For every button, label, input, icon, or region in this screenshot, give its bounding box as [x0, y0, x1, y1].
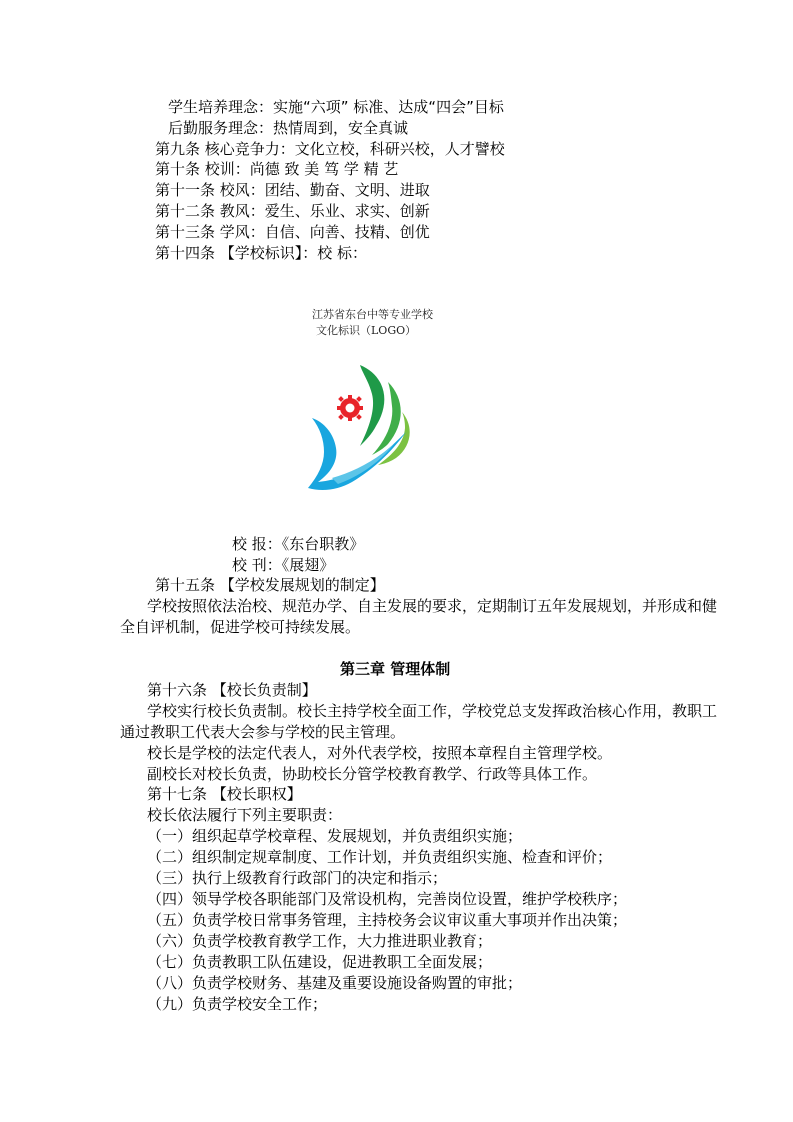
list-item: （四）领导学校各职能部门及常设机构，完善岗位设置，维护学校秩序； [147, 890, 628, 908]
chapter-title: 第三章 管理体制 [340, 660, 451, 678]
paragraph-line: 学校实行校长负责制。校长主持学校全面工作，学校党总支发挥政治核心作用，教职工 [147, 702, 718, 720]
article-ten: 第十条 校训：尚德 致 美 笃 学 精 艺 [155, 160, 399, 178]
school-magazine: 校 刊：《展翅》 [232, 556, 335, 574]
article-seventeen: 第十七条 【校长职权】 [147, 785, 302, 803]
logo-caption-school: 江苏省东台中等专业学校 [312, 308, 433, 321]
list-item: （八）负责学校财务、基建及重要设施设备购置的审批； [147, 974, 523, 992]
list-item: （一）组织起草学校章程、发展规划，并负责组织实施； [147, 827, 523, 845]
article-fourteen: 第十四条 【学校标识】：校 标： [155, 244, 368, 262]
article-sixteen: 第十六条 【校长负责制】 [147, 681, 317, 699]
paragraph-line: 学校按照依法治校、规范办学、自主发展的要求，定期制订五年发展规划，并形成和健 [147, 597, 718, 615]
gear-icon [337, 395, 363, 421]
list-item: （七）负责教职工队伍建设，促进教职工全面发展； [147, 953, 493, 971]
text-line: 后勤服务理念：热情周到，安全真诚 [168, 119, 409, 137]
school-newspaper: 校 报：《东台职教》 [232, 535, 365, 553]
text-line: 学生培养理念：实施“六项” 标准、达成“四会”目标 [168, 98, 504, 116]
logo-caption-label: 文化标识（LOGO） [316, 324, 417, 337]
article-nine: 第九条 核心竞争力：文化立校，科研兴校，人才譬校 [155, 140, 505, 158]
list-item: （九）负责学校安全工作； [147, 995, 328, 1013]
article-eleven: 第十一条 校风：团结、勤奋、文明、进取 [155, 181, 430, 199]
paragraph-line: 校长是学校的法定代表人，对外代表学校，按照本章程自主管理学校。 [147, 744, 613, 762]
article-fifteen: 第十五条 【学校发展规划的制定】 [155, 576, 385, 594]
list-item: （六）负责学校教育教学工作，大力推进职业教育； [147, 932, 493, 950]
paragraph-line: 校长依法履行下列主要职责： [147, 806, 343, 824]
article-twelve: 第十二条 教风：爱生、乐业、求实、创新 [155, 202, 430, 220]
paragraph-line: 副校长对校长负责，协助校长分管学校教育教学、行政等具体工作。 [147, 765, 598, 783]
list-item: （二）组织制定规章制度、工作计划，并负责组织实施、检查和评价； [147, 848, 613, 866]
article-thirteen: 第十三条 学风：自信、向善、技精、创优 [155, 223, 430, 241]
school-logo [302, 360, 422, 495]
paragraph-line: 全自评机制，促进学校可持续发展。 [120, 618, 361, 636]
list-item: （三）执行上级教育行政部门的决定和指示； [147, 869, 448, 887]
paragraph-line: 通过教职工代表大会参与学校的民主管理。 [120, 723, 406, 741]
list-item: （五）负责学校日常事务管理，主持校务会议审议重大事项并作出决策； [147, 911, 628, 929]
